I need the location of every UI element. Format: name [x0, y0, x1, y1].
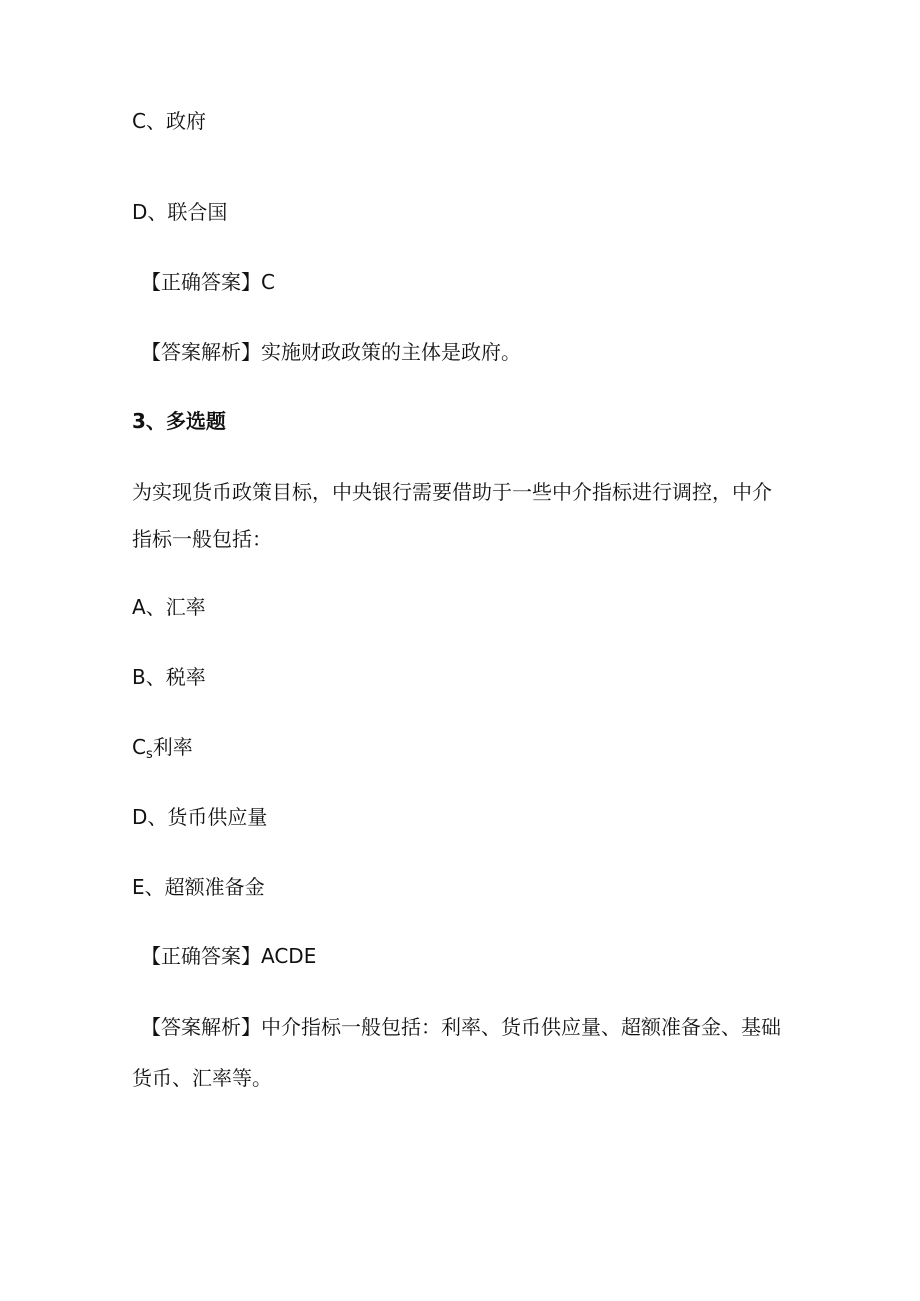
option-letter: B — [132, 665, 146, 689]
question-heading: 3、多选题 — [132, 409, 226, 433]
answer-analysis — [141, 1013, 781, 1041]
answer-label: 【正确答案】 — [141, 944, 261, 968]
option-c — [132, 733, 193, 769]
option-separator: 、 — [147, 200, 168, 224]
option-separator: 、 — [145, 665, 166, 689]
option-d — [132, 198, 227, 226]
analysis-text: 实施财政政策的主体是政府。 — [261, 340, 521, 364]
option-text: 税率 — [165, 665, 206, 689]
option-text: 超额准备金 — [164, 875, 265, 899]
correct-answer — [141, 942, 316, 970]
analysis-label: 【答案解析】 — [141, 1015, 261, 1039]
option-c — [132, 107, 206, 135]
analysis-label: 【答案解析】 — [141, 340, 261, 364]
option-text: 汇率 — [165, 595, 206, 619]
option-letter: A — [132, 595, 146, 619]
option-letter: C — [132, 735, 146, 759]
answer-label: 【正确答案】 — [141, 270, 261, 294]
answer-analysis-line-2: 货币、汇率等。 — [132, 1066, 272, 1090]
question-stem-line-2: 指标一般包括： — [132, 527, 272, 551]
analysis-text: 中介指标一般包括：利率、货币供应量、超额准备金、基础 — [261, 1015, 781, 1039]
answer-value: C — [261, 270, 275, 294]
option-separator: 、 — [145, 109, 166, 133]
option-d — [132, 803, 267, 831]
option-text: 货币供应量 — [167, 805, 268, 829]
option-b — [132, 663, 206, 691]
option-separator: 、 — [144, 875, 165, 899]
option-separator: 、 — [147, 805, 168, 829]
option-text: 政府 — [165, 109, 206, 133]
option-separator: s — [145, 747, 153, 762]
correct-answer — [141, 268, 275, 296]
question-stem-line-1: 为实现货币政策目标，中央银行需要借助于一些中介指标进行调控，中介 — [132, 480, 772, 504]
option-a — [132, 593, 206, 621]
option-letter: D — [132, 200, 148, 224]
option-text: 利率 — [152, 735, 193, 759]
answer-analysis — [141, 338, 521, 366]
answer-value: ACDE — [261, 944, 317, 968]
option-letter: E — [132, 875, 145, 899]
option-text: 联合国 — [167, 200, 228, 224]
option-letter: C — [132, 109, 146, 133]
option-letter: D — [132, 805, 148, 829]
option-e — [132, 873, 265, 901]
option-separator: 、 — [145, 595, 166, 619]
